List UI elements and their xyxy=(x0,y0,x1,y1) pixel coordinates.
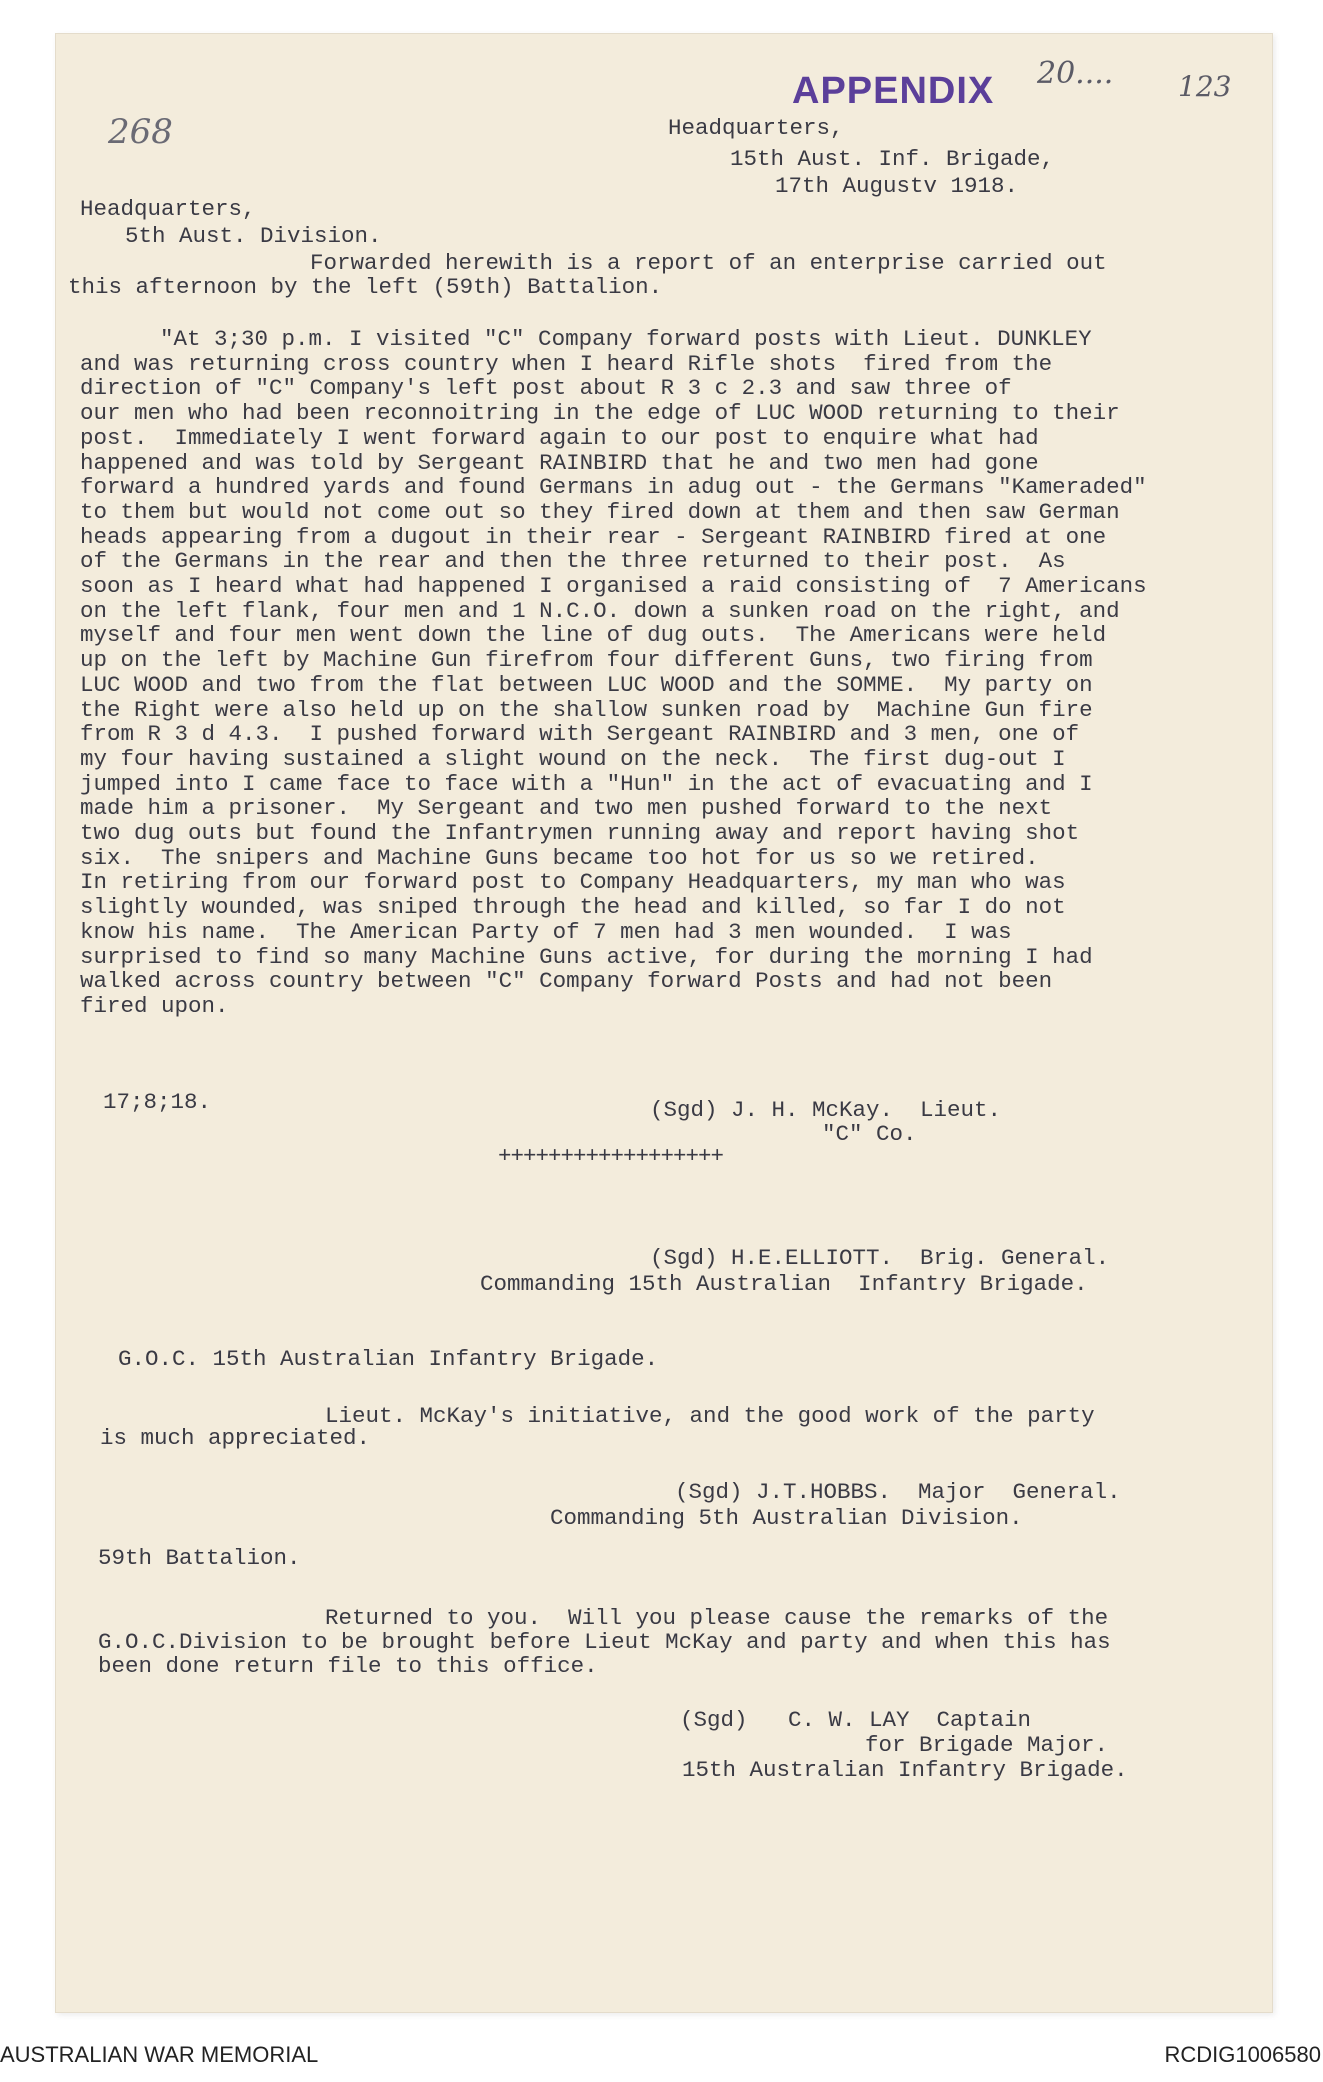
report-signature-line-1: (Sgd) J. H. McKay. Lieut. xyxy=(650,1097,1002,1123)
battalion-body-line-2: G.O.C.Division to be brought before Lieut McKay and party and when this has xyxy=(98,1629,1111,1655)
report-line: soon as I heard what had happened I organised a raid consisting of 7 Americans xyxy=(80,573,1147,600)
report-line: of the Germans in the rear and then the three returned to their post. As xyxy=(80,548,1066,575)
report-line: and was returning cross country when I heard Rifle shots fired from the xyxy=(80,350,1053,377)
report-line: our men who had been reconnoitring in the edge of LUC WOOD returning to their xyxy=(80,400,1120,427)
goc-signature-line-1: (Sgd) J.T.HOBBS. Major General. xyxy=(675,1479,1121,1505)
report-line: two dug outs but found the Infantrymen running away and report having shot xyxy=(80,820,1080,847)
to-line-1: Headquarters, xyxy=(80,196,256,222)
report-body xyxy=(80,327,1280,1019)
from-line-2: 15th Aust. Inf. Brigade, xyxy=(730,146,1055,172)
report-signature-line-2: "C" Co. xyxy=(822,1121,917,1147)
intro-line-2: this afternoon by the left (59th) Battalion. xyxy=(68,274,663,300)
report-line: direction of "C" Company's left post about R 3 c 2.3 and saw three of xyxy=(80,375,1012,402)
battalion-signature-line-1: (Sgd) C. W. LAY Captain xyxy=(680,1707,1032,1733)
report-line: "At 3;30 p.m. I visited "C" Company forward posts with Lieut. DUNKLEY xyxy=(160,326,1092,352)
battalion-body-line-1: Returned to you. Will you please cause the remarks of the xyxy=(325,1605,1109,1631)
report-line: fired upon. xyxy=(80,992,229,1019)
battalion-addressee: 59th Battalion. xyxy=(98,1545,301,1571)
brigade-signature-line-1: (Sgd) H.E.ELLIOTT. Brig. General. xyxy=(650,1245,1110,1271)
from-line-1: Headquarters, xyxy=(668,115,844,141)
report-line: post. Immediately I went forward again to our post to enquire what had xyxy=(80,424,1039,451)
report-line: myself and four men went down the line of dug outs. The Americans were held xyxy=(80,622,1107,649)
folio-number: 268 xyxy=(108,112,173,152)
intro-line-1: Forwarded herewith is a report of an enterprise carried out xyxy=(310,250,1107,276)
report-date: 17;8;18. xyxy=(103,1089,212,1115)
report-line: slightly wounded, was sniped through the head and killed, so far I do not xyxy=(80,894,1066,921)
report-line: on the left flank, four men and 1 N.C.O. down a sunken road on the right, and xyxy=(80,597,1120,624)
separator-line: ++++++++++++++++++ xyxy=(498,1143,724,1169)
report-line: forward a hundred yards and found Germans in adug out - the Germans "Kameraded" xyxy=(80,474,1147,501)
goc-body-line-2: is much appreciated. xyxy=(100,1425,371,1451)
goc-signature-line-2: Commanding 5th Australian Division. xyxy=(550,1505,1023,1531)
from-line-3: 17th Augustv 1918. xyxy=(775,173,1019,199)
battalion-body-line-3: been done return file to this office. xyxy=(98,1653,598,1679)
report-line: LUC WOOD and two from the flat between LUC WOOD and the SOMME. My party on xyxy=(80,671,1093,698)
report-line: walked across country between "C" Company forward Posts and had not been xyxy=(80,968,1053,995)
battalion-signature-line-2: for Brigade Major. xyxy=(865,1732,1109,1758)
appendix-number: 20.... xyxy=(1037,56,1114,91)
appendix-stamp: APPENDIX xyxy=(792,70,995,112)
footer-identifier: RCDIG1006580 xyxy=(1164,2042,1321,2067)
goc-addressee: G.O.C. 15th Australian Infantry Brigade. xyxy=(118,1346,659,1372)
goc-body-line-1: Lieut. McKay's initiative, and the good work of the party xyxy=(325,1403,1095,1429)
report-line: made him a prisoner. My Sergeant and two men pushed forward to the next xyxy=(80,795,1053,822)
report-line: from R 3 d 4.3. I pushed forward with Sergeant RAINBIRD and 3 men, one of xyxy=(80,721,1080,748)
brigade-signature-line-2: Commanding 15th Australian Infantry Brigade. xyxy=(480,1271,1088,1297)
report-line: In retiring from our forward post to Company Headquarters, my man who was xyxy=(80,869,1066,896)
page-number: 123 xyxy=(1178,70,1232,103)
report-line: to them but would not come out so they fired down at them and then saw German xyxy=(80,498,1120,525)
footer-institution: AUSTRALIAN WAR MEMORIAL xyxy=(0,2042,319,2067)
report-line: up on the left by Machine Gun firefrom four different Guns, two firing from xyxy=(80,647,1093,674)
battalion-signature-line-3: 15th Australian Infantry Brigade. xyxy=(682,1757,1128,1783)
report-line: the Right were also held up on the shallow sunken road by Machine Gun fire xyxy=(80,696,1093,723)
report-line: know his name. The American Party of 7 men had 3 men wounded. I was xyxy=(80,918,1012,945)
report-line: happened and was told by Sergeant RAINBIRD that he and two men had gone xyxy=(80,449,1039,476)
report-line: jumped into I came face to face with a "Hun" in the act of evacuating and I xyxy=(80,770,1093,797)
report-line: my four having sustained a slight wound on the neck. The first dug-out I xyxy=(80,745,1066,772)
to-line-2: 5th Aust. Division. xyxy=(125,223,382,249)
report-line: heads appearing from a dugout in their rear - Sergeant RAINBIRD fired at one xyxy=(80,523,1107,550)
report-line: six. The snipers and Machine Guns became too hot for us so we retired. xyxy=(80,844,1039,871)
report-line: surprised to find so many Machine Guns active, for during the morning I had xyxy=(80,943,1093,970)
